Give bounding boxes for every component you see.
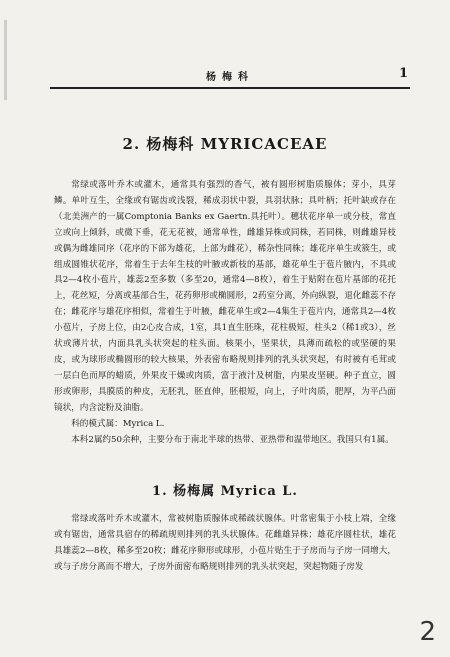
section-title: 1. 杨梅属 Myrica L.: [152, 484, 298, 499]
handwritten-page-mark: 2: [419, 617, 436, 647]
chapter-paragraph-type-genus: 科的模式属：Myrica L.: [71, 418, 165, 429]
chapter-title: 2. 杨梅科 MYRICACEAE: [122, 135, 328, 153]
scan-smudge: [4, 20, 7, 100]
chapter-body: [54, 178, 396, 448]
running-header: [50, 66, 410, 86]
section-body: [54, 512, 396, 576]
chapter-paragraph-description: 常绿或落叶乔木或灌木，通常具有强烈的香气，被有圆形树脂质腺体；芽小，具芽鳞。单叶互生，全缘或有锯齿或浅裂，稀成羽状中裂，具羽状脉；具叶柄；托叶缺或存在（北美洲产的一属Comptonia Banks ex Gaertn.具托叶）。穗状花序单一或分枝，常直立或向上倾斜，或微下垂，花无花被，通常单性，雌雄异株或同株，若同株，则雌雄异枝或偶为雌雄同序（花序的下部为雄花，上部为雌花），稀杂性同株；雄花序单生或簇生，或组成圆锥状花序，常着生于去年生枝的叶腋或新枝的基部，雄花单生于苞片腋内，不具或具2—4枚小苞片，雄蕊2至多数（多至20，通常4—8枚），着生于贴附在苞片基部的花托上，花丝短，分离或基部合生，花药卵形或椭圆形，2药室分离，外向纵裂，退化雌蕊不存在；雌花序与雄花序相似，常着生于叶腋，雌花单生或2—4集生于苞片内，通常具2—4枚小苞片，子房上位，由2心皮合成，1室，具1直生胚珠，花柱极短，柱头2（稀1或3），丝状或薄片状，内面具乳头状突起的柱头面。核果小，坚果状，具薄而疏松的或坚硬的果皮，或为球形或椭圆形的较大核果，外表密布略规则排列的乳头状突起，有时被有毛茸或一层白色而厚的蜡质，外果皮干燥或肉质，富于液汁及树脂，内果皮坚硬。种子直立，圆形或卵形，具膜质的种皮，无胚乳，胚直伸，胚根短，向上，子叶肉质，肥厚，为平凸面镜状，内含淀粉及油脂。: [54, 180, 396, 413]
running-title: 杨梅科: [206, 72, 254, 83]
page-number: 1: [398, 66, 408, 81]
header-rule: [50, 87, 410, 89]
section-paragraph-description: 常绿或落叶乔木或灌木，常被树脂质腺体或稀疏状腺体。叶常密集于小枝上端，全缘或有锯齿，通常具宿存的稀疏规则排列的乳头状腺体。花雌雄异株；雄花序圆柱状，雄花具雄蕊2—8枚，稀多至20枚；雌花序卵形或球形，小苞片贴生于子房而与子房一同增大，或与子房分离而不增大，子房外面密布略规则排列的乳头状突起，突起物随子房发: [54, 514, 396, 572]
chapter-paragraph-distribution: 本科2属约50余种，主要分布于南北半球的热带、亚热带和温带地区。我国只有1属。: [71, 434, 394, 445]
